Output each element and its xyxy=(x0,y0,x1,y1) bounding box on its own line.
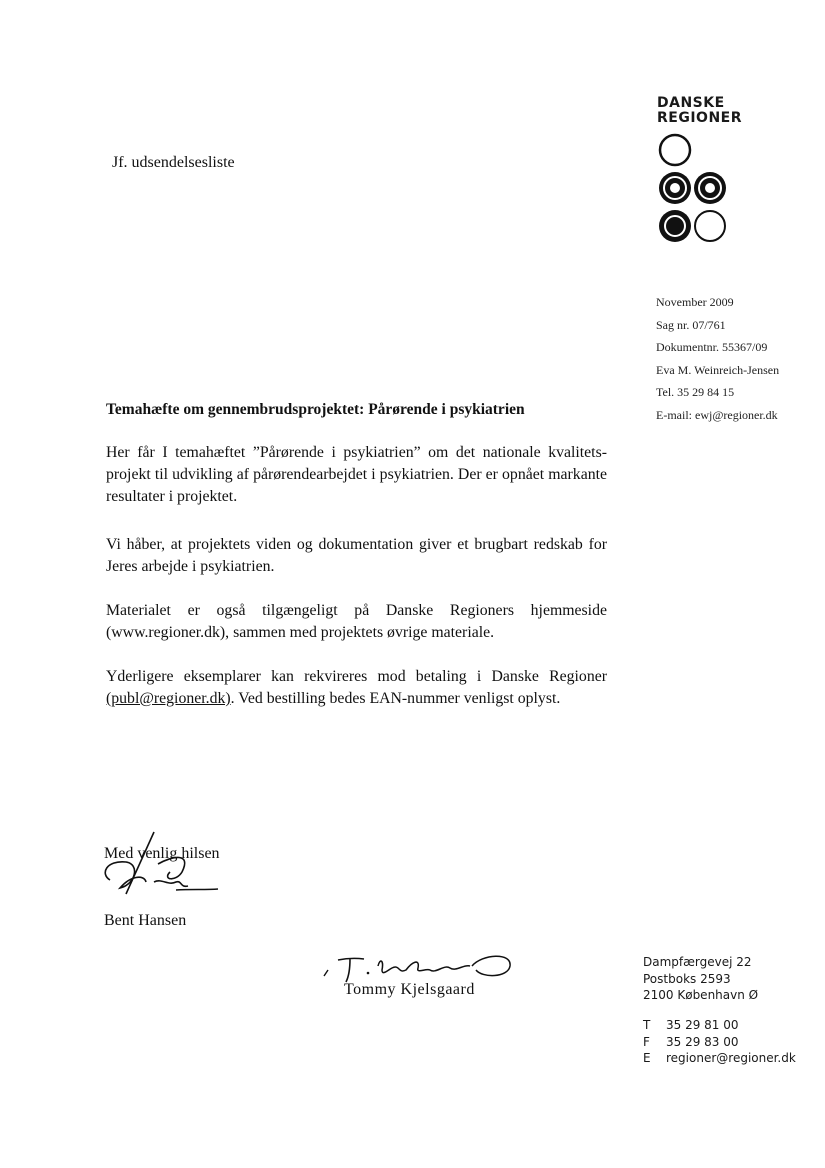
address-street: Dampfærgevej 22 xyxy=(643,955,752,969)
recipient-line: Jf. udsendelsesliste xyxy=(112,154,235,171)
meta-date: November 2009 xyxy=(656,295,734,309)
letter-subject: Temahæfte om gennembrudsprojektet: Pårørende i psykiatrien xyxy=(106,401,525,418)
meta-phone: Tel. 35 29 84 15 xyxy=(656,385,735,399)
meta-case-number: Sag nr. 07/761 xyxy=(656,317,726,332)
contact-value: 35 29 81 00 xyxy=(666,1018,739,1032)
meta-email: E-mail: ewj@regioner.dk xyxy=(656,407,778,422)
contact-row-fax xyxy=(643,1034,796,1051)
contact-label: F xyxy=(643,1034,650,1049)
contact-block xyxy=(643,1017,796,1067)
paragraph-4 xyxy=(106,666,607,710)
contact-value: 35 29 83 00 xyxy=(666,1034,739,1049)
contact-row-phone xyxy=(643,1017,796,1034)
paragraph-4-end: . Ved bestilling bedes EAN-nummer venligst oplyst. xyxy=(230,690,561,707)
meta-document-number: Dokumentnr. 55367/09 xyxy=(656,340,768,354)
contact-email-link[interactable]: regioner@regioner.dk xyxy=(666,1051,796,1065)
logo-wordmark xyxy=(657,96,742,126)
logo-circles-icon xyxy=(655,132,735,244)
contact-row-email xyxy=(643,1050,796,1067)
signature-bent-hansen-icon xyxy=(96,828,226,900)
signatory-name-1: Bent Hansen xyxy=(104,912,187,929)
logo-line-2: REGIONER xyxy=(657,110,743,126)
order-email-link[interactable]: (publ@regioner.dk) xyxy=(106,690,231,707)
closing-greeting: Med venlig hilsen xyxy=(104,845,220,862)
paragraph-1: Her får I temahæftet ”Pårørende i psykiatrien” om det nationale kvalitetsprojekt til udvikling af pårørendearbejdet i psykiatrien. Der er opnået markante resultater i projektet. xyxy=(106,444,607,505)
reference-block xyxy=(656,291,779,426)
sender-address xyxy=(643,954,758,1004)
contact-label: T xyxy=(643,1018,651,1032)
paragraph-3: Materialet er også tilgængeligt på Danske Regioners hjemmeside (www.regioner.dk), sammen med projektets øvrige materiale. xyxy=(106,602,607,641)
paragraph-4-text: Yderligere eksemplarer kan rekvireres mod betaling i Danske Regioner xyxy=(106,668,607,685)
signatory-name-2: Tommy Kjelsgaard xyxy=(344,981,475,998)
contact-label: E xyxy=(643,1051,651,1065)
meta-author: Eva M. Weinreich-Jensen xyxy=(656,362,780,377)
logo-line-1: DANSKE xyxy=(657,95,725,111)
address-city: 2100 København Ø xyxy=(643,988,759,1002)
paragraph-2: Vi håber, at projektets viden og dokumentation giver et brugbart redskab for Jeres arbejde i psykiatrien. xyxy=(106,536,607,575)
address-box: Postboks 2593 xyxy=(643,971,731,986)
